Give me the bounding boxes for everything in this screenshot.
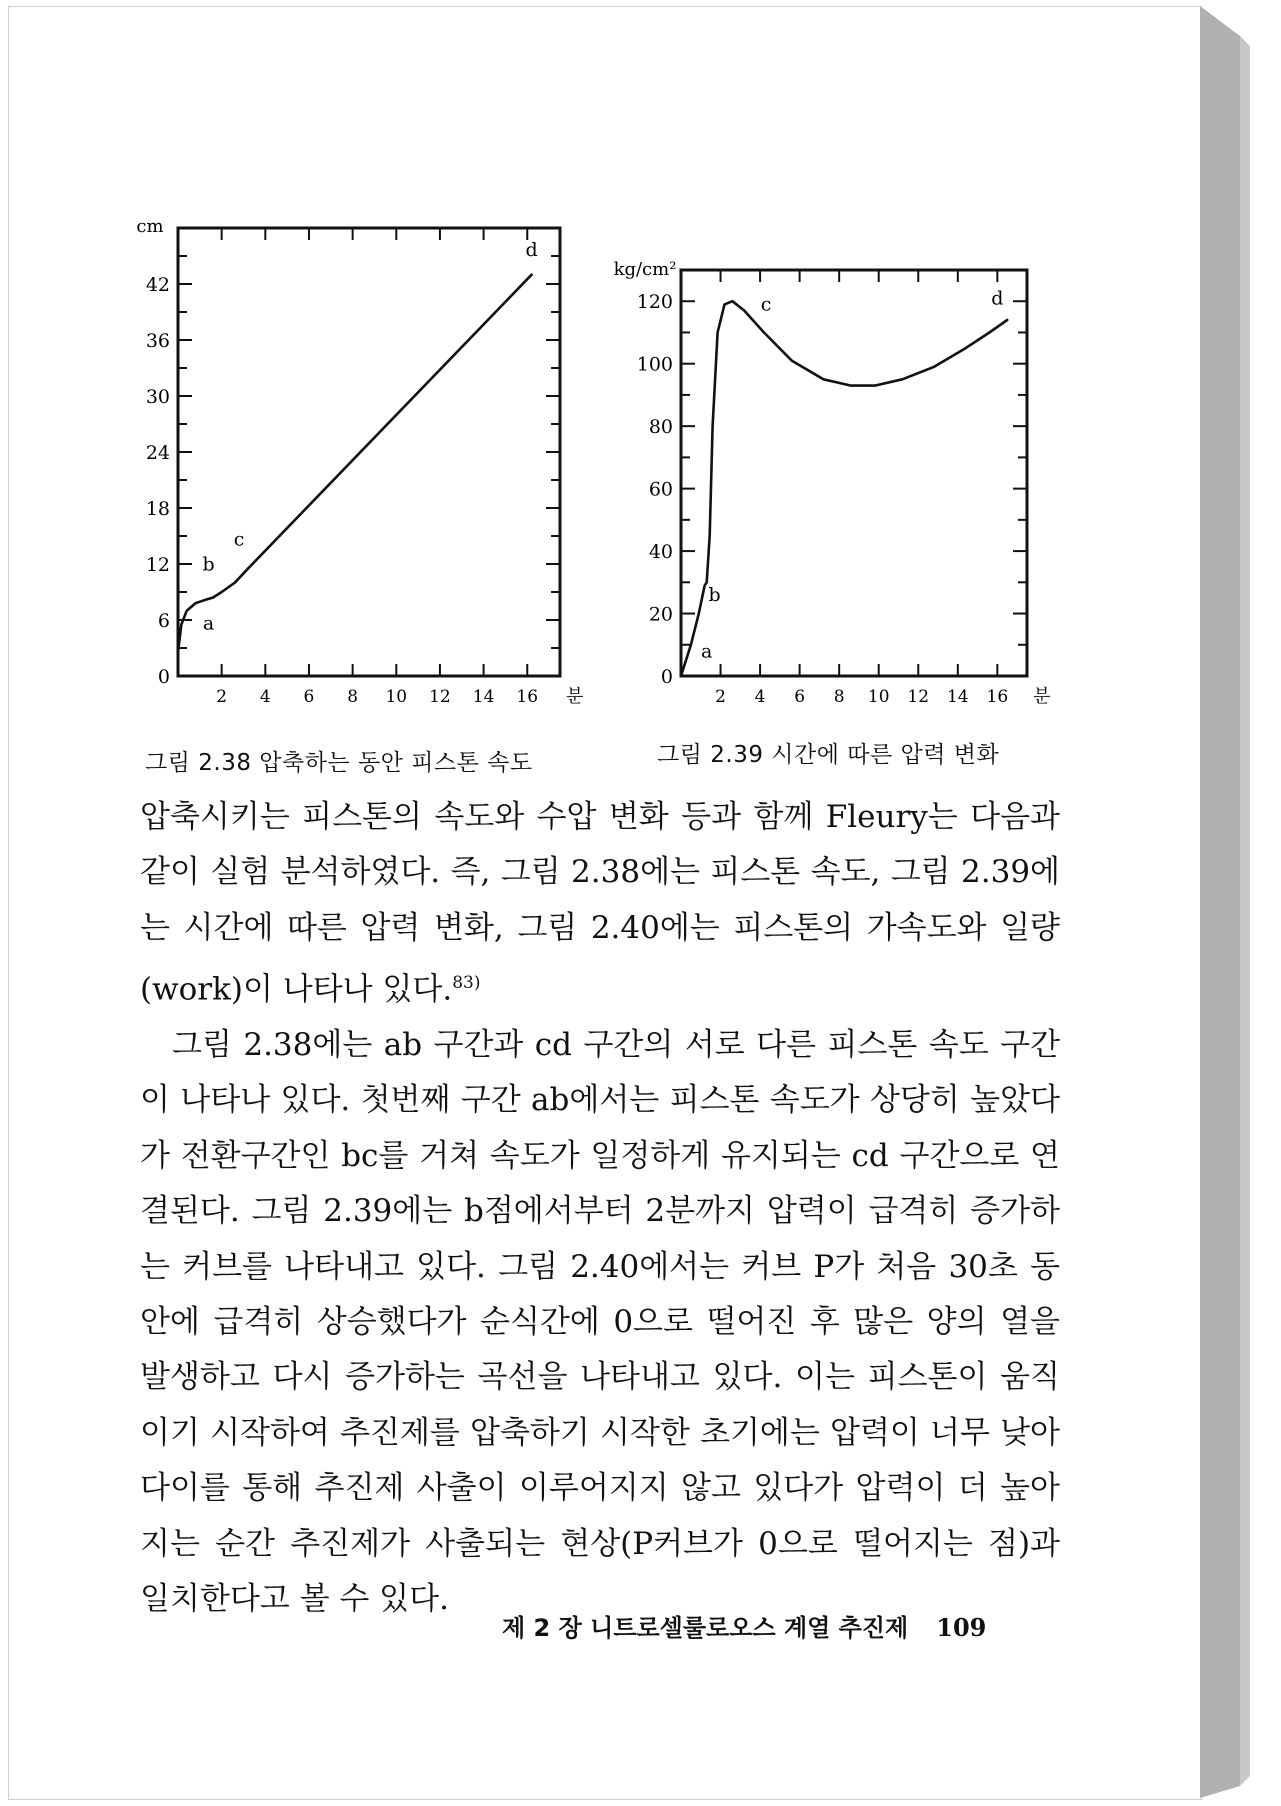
y-tick-label: 36	[145, 330, 170, 352]
page-footer	[502, 1608, 986, 1643]
point-annotation: b	[708, 584, 721, 607]
x-tick-label: 8	[833, 687, 845, 707]
y-axis-unit-label: cm	[136, 216, 164, 237]
x-tick-label: 10	[867, 687, 890, 707]
figure-2-39-caption: 그림 2.39 시간에 따른 압력 변화	[657, 742, 1000, 768]
chapter-title: 제 2 장 니트로셀룰로오스 계열 추진제	[502, 1614, 909, 1642]
x-tick-label: 16	[516, 687, 539, 707]
y-tick-label: 6	[157, 610, 170, 632]
page-number: 109	[936, 1613, 987, 1642]
y-tick-label: 42	[145, 274, 170, 296]
paragraph-2: 그림 2.38에는 ab 구간과 cd 구간의 서로 다른 피스톤 속도 구간이 나타나 있다. 첫번째 구간 ab에서는 피스톤 속도가 상당히 높았다가 전환구간인 bc를 거쳐 속도가 일정하게 유지되는 cd 구간으로 연결된다. 그림 2.39에는 b점에서부터 2분까지 압력이 급격히 증가하는 커브를 나타내고 있다. 그림 2.40에서는 커브 P가 처음 30초 동안에 급격히 상승했다가 순식간에 0으로 떨어진 후 많은 양의 열을 발생하고 다시 증가하는 곡선을 나타내고 있다. 이는 피스톤이 움직이기 시작하여 추진제를 압축하기 시작한 초기에는 압력이 너무 낮아 다이를 통해 추진제 사출이 이루어지지 않고 있다가 압력이 더 높아지는 순간 추진제가 사출되는 현상(P커브가 0으로 떨어지는 점)과 일치한다고 볼 수 있다.	[140, 1026, 1060, 1618]
body-text	[140, 790, 1060, 1627]
x-tick-label: 8	[347, 687, 359, 707]
y-tick-label: 40	[648, 541, 673, 564]
point-annotation: a	[701, 640, 713, 663]
plot-frame	[681, 270, 1027, 676]
y-tick-label: 80	[648, 416, 673, 439]
x-axis-unit-label: 분	[1033, 686, 1051, 707]
x-tick-label: 2	[715, 687, 726, 707]
x-tick-label: 2	[216, 687, 228, 707]
x-tick-label: 6	[303, 687, 315, 707]
data-series-line	[681, 301, 1007, 676]
x-tick-label: 12	[429, 687, 451, 707]
figure-2-38-caption: 그림 2.38 압축하는 동안 피스톤 속도	[145, 750, 533, 776]
pressure-chart	[585, 240, 1055, 720]
y-tick-label: 0	[157, 666, 170, 688]
y-tick-label: 60	[648, 478, 673, 501]
x-tick-label: 16	[986, 687, 1009, 707]
x-tick-label: 10	[385, 687, 408, 707]
y-tick-label: 0	[660, 666, 673, 688]
point-annotation: d	[525, 239, 538, 261]
x-axis-unit-label: 분	[566, 686, 584, 707]
y-tick-label: 100	[636, 353, 673, 376]
y-tick-label: 24	[145, 442, 170, 464]
y-tick-label: 18	[145, 498, 170, 520]
page-edge-shading	[1200, 6, 1250, 1798]
piston-speed-chart	[120, 216, 590, 720]
y-tick-label: 20	[648, 603, 673, 626]
data-series-line	[178, 275, 532, 653]
point-annotation: a	[202, 612, 215, 635]
footnote-ref: 83)	[452, 973, 481, 994]
paragraph-1-text: 압축시키는 피스톤의 속도와 수압 변화 등과 함께 Fleury는 다음과 같이 실험 분석하였다. 즉, 그림 2.38에는 피스톤 속도, 그림 2.39에는 시간에 따른 압력 변화, 그림 2.40에는 피스톤의 가속도와 일량(work)이 나타나 있다.	[140, 799, 1060, 1008]
paragraph-1	[140, 790, 1060, 1018]
point-annotation: d	[991, 287, 1004, 310]
y-tick-label: 12	[145, 554, 170, 576]
x-tick-label: 12	[907, 687, 930, 707]
y-tick-label: 120	[636, 291, 673, 314]
x-tick-label: 14	[946, 687, 969, 707]
x-tick-label: 4	[259, 687, 271, 707]
y-axis-unit-label: kg/cm²	[613, 259, 677, 280]
y-tick-label: 30	[145, 386, 170, 408]
point-annotation: b	[202, 553, 215, 576]
x-tick-label: 14	[472, 687, 495, 707]
point-annotation: c	[760, 293, 772, 316]
plot-frame	[178, 228, 560, 676]
x-tick-label: 4	[754, 687, 766, 707]
point-annotation: c	[233, 528, 245, 551]
x-tick-label: 6	[794, 687, 806, 707]
